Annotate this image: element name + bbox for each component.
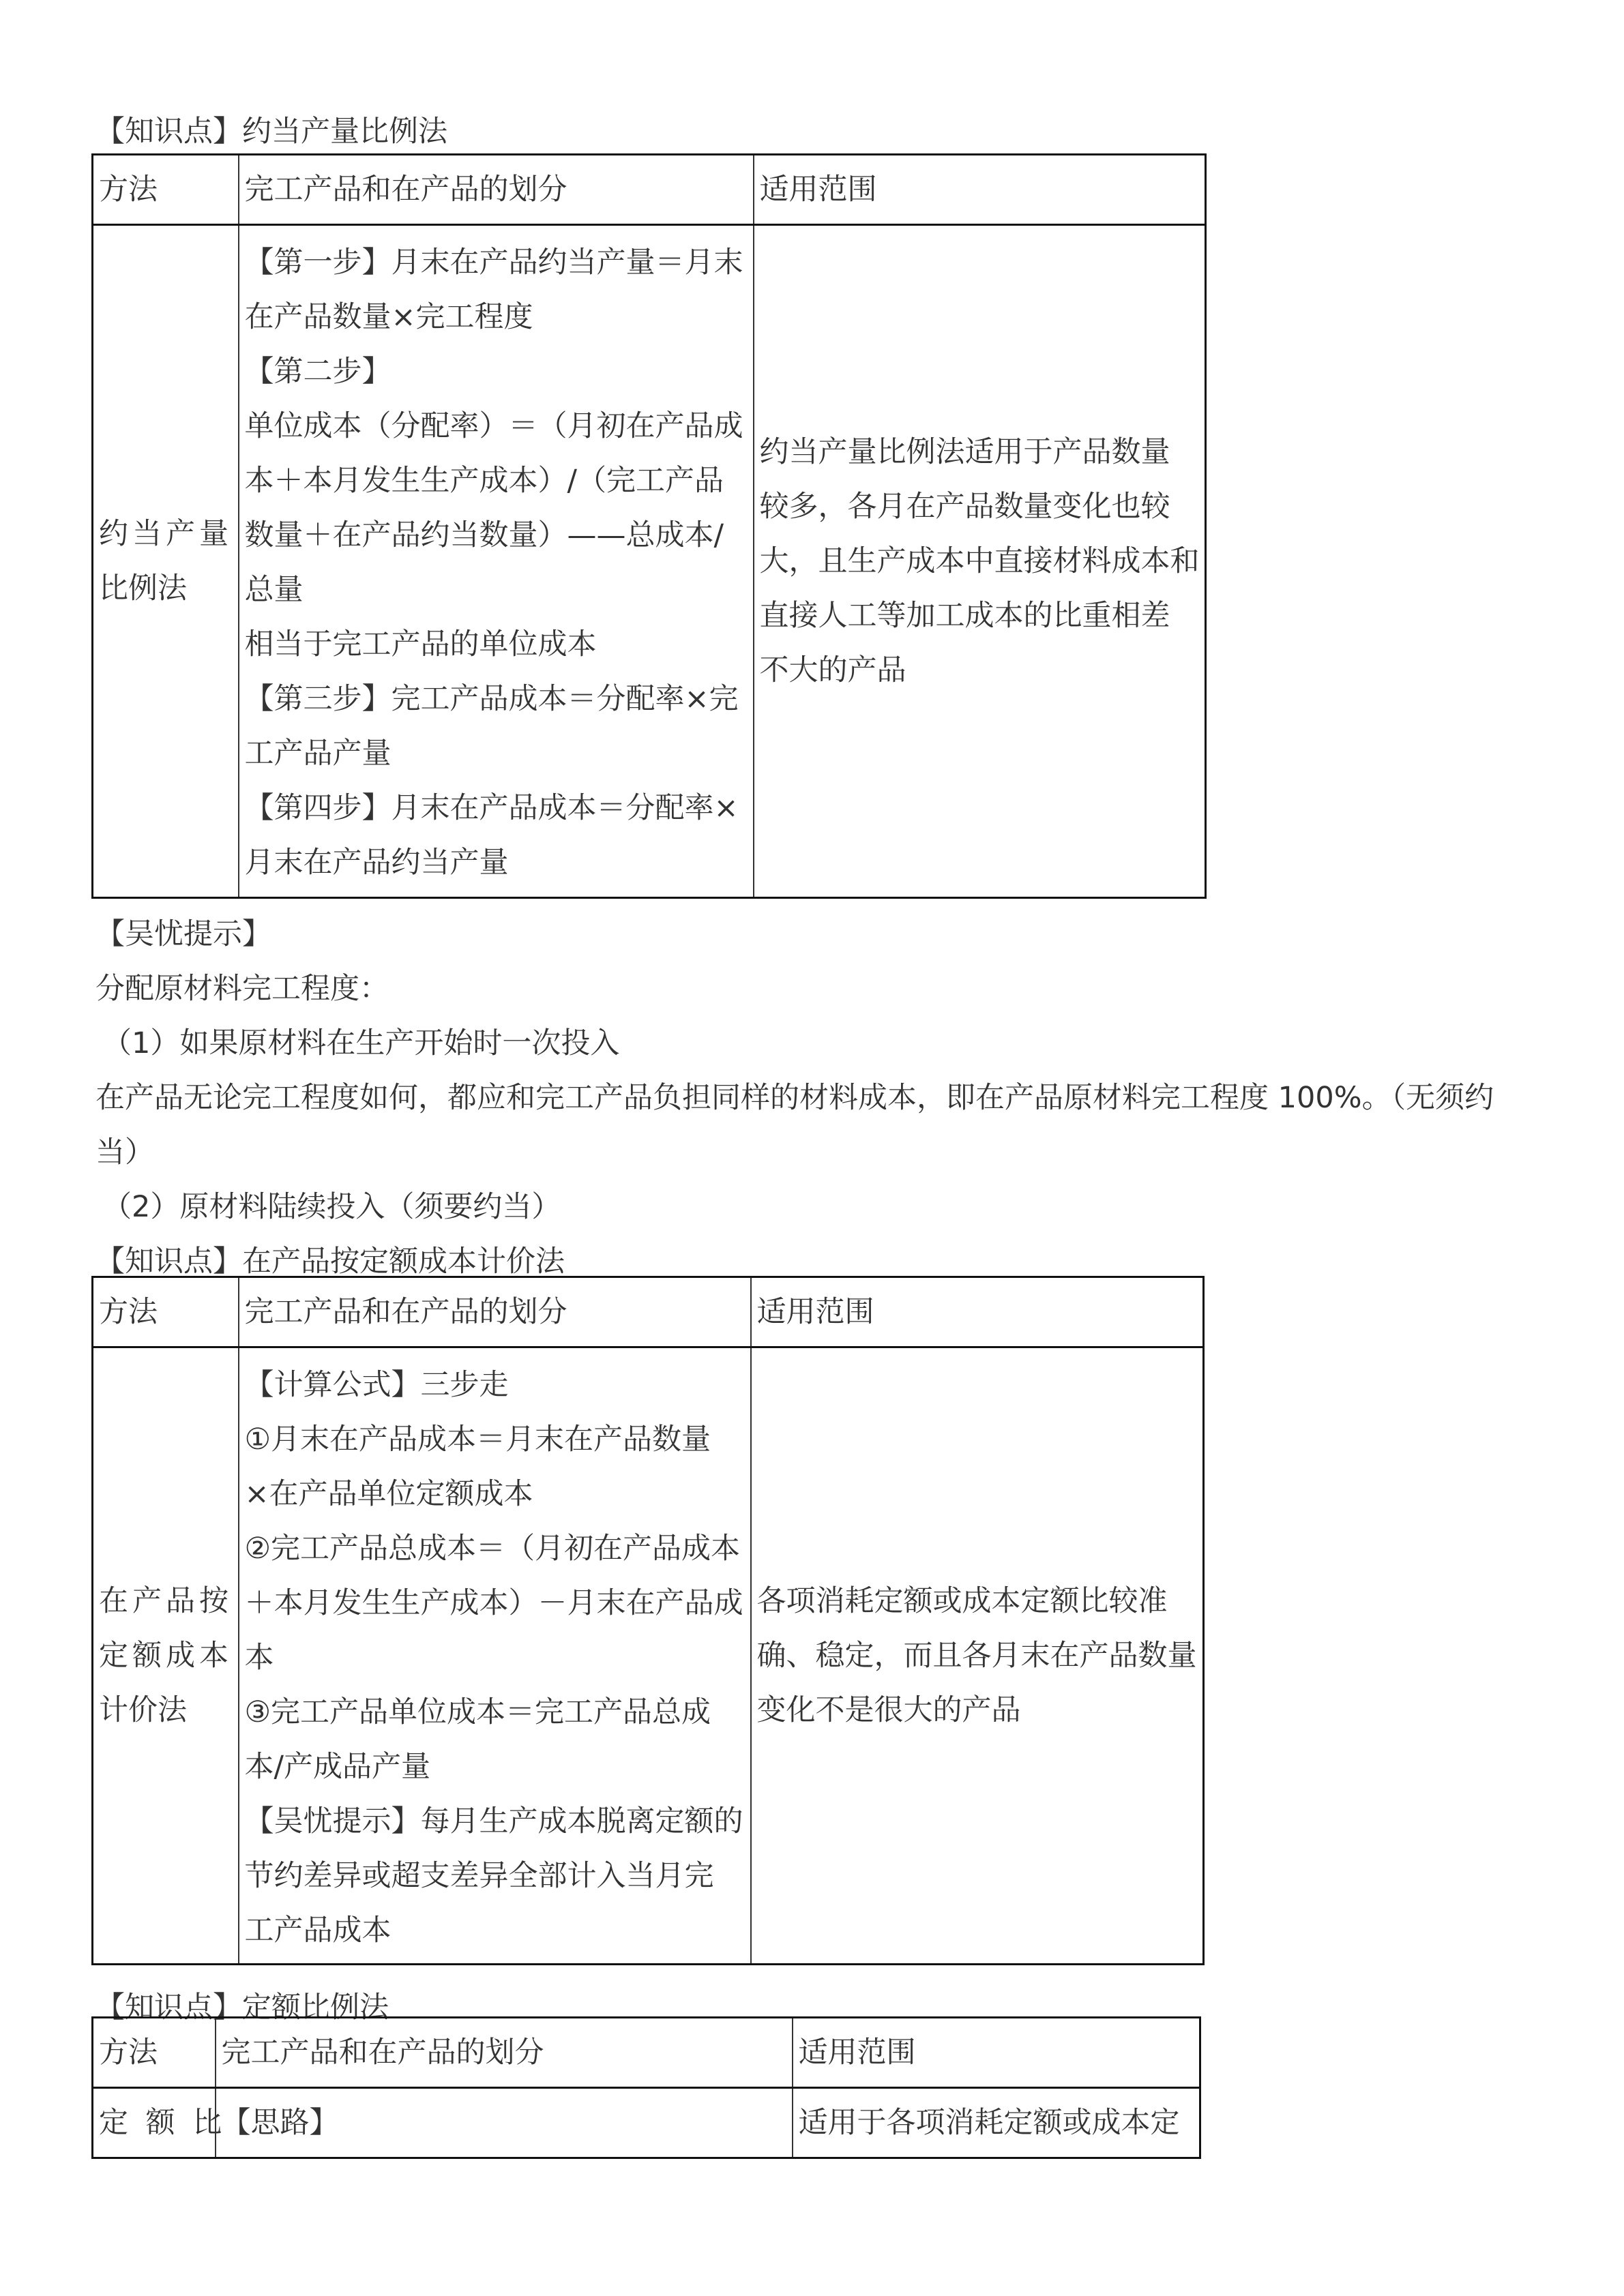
scope-line: 各项消耗定额或成本定额比较准 [756,1584,1168,1618]
header-scope: 适用范围 [754,155,1206,225]
division-line: 在产品数量×完工程度 [244,300,533,334]
tip-heading: 【吴忧提示】 [95,917,271,951]
method-line: 定额成本 [99,1639,233,1673]
division-line: 本/产成品产量 [244,1750,430,1784]
division-line: 相当于完工产品的单位成本 [244,627,597,661]
division-line: 【第四步】月末在产品成本＝分配率× [244,791,739,825]
tip-item-1: （1）如果原材料在生产开始时一次投入 [102,1026,620,1060]
scope-line: 约当产量比例法适用于产品数量 [759,435,1170,469]
method-cell [93,225,239,898]
method-cell [93,2088,226,2158]
table-header-row [93,1277,1204,1347]
method-line: 比例法 [99,571,187,606]
division-line: 【第三步】完工产品成本＝分配率×完 [244,682,739,716]
scope-line: 不大的产品 [759,653,906,687]
division-line: 节约差异或超支差异全部计入当月完 [244,1859,714,1893]
scope-line: 较多，各月在产品数量变化也较 [759,490,1170,524]
scope-line: 适用于各项消耗定额或成本定 [798,2106,1180,2140]
method-line: 约当产量 [99,517,233,551]
table-quota-cost [91,1276,1205,1965]
table-header-row [93,155,1206,225]
table-equivalent-units [91,153,1207,899]
table-row [93,2088,1200,2158]
scope-cell [754,225,1206,898]
section-heading-quota-cost: 【知识点】在产品按定额成本计价法 [95,1244,565,1279]
header-method: 方法 [93,1277,239,1347]
division-line: ②完工产品总成本＝（月初在产品成本 [244,1532,741,1566]
division-line: 【吴忧提示】每月生产成本脱离定额的 [244,1804,743,1838]
table-header-row [93,2018,1200,2088]
header-method: 方法 [93,155,239,225]
header-division: 完工产品和在产品的划分 [239,1277,751,1347]
method-cell [93,1347,239,1965]
method-line: 定 额 比 [99,2106,226,2140]
scope-line: 大，且生产成本中直接材料成本和 [759,544,1200,578]
division-line: 本 [244,1641,274,1675]
division-line: ③完工产品单位成本＝完工产品总成 [244,1695,711,1729]
header-method: 方法 [93,2018,216,2088]
scope-line: 直接人工等加工成本的比重相差 [759,599,1170,633]
table-row [93,225,1206,898]
division-line: 【思路】 [221,2106,339,2140]
tip-item-1-detail: 在产品无论完工程度如何，都应和完工产品负担同样的材料成本，即在产品原材料完工程度 100%。（无须约 [95,1081,1494,1115]
division-line: ＋本月发生生产成本）－月末在产品成 [244,1586,743,1620]
division-line: 总量 [244,573,304,607]
scope-line: 变化不是很大的产品 [756,1693,1021,1727]
division-line: 工产品成本 [244,1913,392,1948]
scope-line: 确、稳定，而且各月末在产品数量 [756,1639,1197,1673]
division-line: 【计算公式】三步走 [244,1368,509,1402]
tip-intro: 分配原材料完工程度： [95,972,389,1006]
header-scope: 适用范围 [793,2018,1200,2088]
division-line: 【第一步】月末在产品约当产量＝月末 [244,245,743,280]
scope-cell [793,2088,1200,2158]
tip-item-2: （2）原材料陆续投入（须要约当） [102,1190,561,1224]
header-division: 完工产品和在产品的划分 [216,2018,793,2088]
division-cell [239,1347,751,1965]
scope-cell [751,1347,1204,1965]
division-cell [216,2088,793,2158]
division-line: 月末在产品约当产量 [244,846,509,880]
section-heading-quota-ratio: 【知识点】定额比例法 [95,1991,389,2025]
division-line: 数量＋在产品约当数量）——总成本/ [244,518,724,552]
division-line: 单位成本（分配率）＝（月初在产品成 [244,409,743,443]
method-line: 在产品按 [99,1584,233,1618]
division-line: ×在产品单位定额成本 [244,1477,533,1511]
division-line: 工产品产量 [244,736,392,771]
table-quota-ratio [91,2016,1201,2159]
division-cell [239,225,754,898]
table-row [93,1347,1204,1965]
tip-item-1-detail-cont: 当） [95,1135,154,1169]
header-scope: 适用范围 [751,1277,1204,1347]
division-line: 【第二步】 [244,355,392,389]
method-line: 计价法 [99,1693,187,1727]
section-heading-equivalent-units: 【知识点】约当产量比例法 [95,115,447,149]
division-line: ①月末在产品成本＝月末在产品数量 [244,1422,711,1457]
division-line: 本＋本月发生生产成本）/（完工产品 [244,464,724,498]
header-division: 完工产品和在产品的划分 [239,155,754,225]
